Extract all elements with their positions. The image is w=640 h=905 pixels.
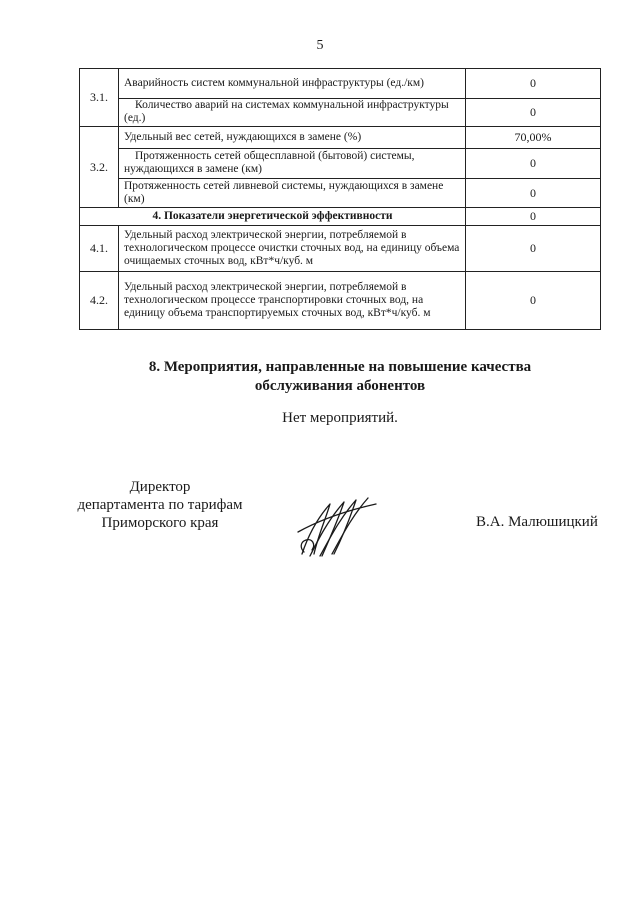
signer-title-line: Приморского края — [101, 515, 219, 531]
indicator-value: 0 — [466, 179, 601, 208]
indicator-description: Количество аварий на системах коммунальной инфраструктуры (ед.) — [119, 99, 466, 127]
indicator-description: Протяженность сетей ливневой системы, нуждающихся в замене (км) — [119, 179, 466, 208]
page-number: 5 — [316, 38, 324, 53]
indicator-value: 70,00% — [466, 127, 601, 149]
table-row — [80, 127, 601, 149]
signer-title-line: Директор — [129, 479, 191, 495]
row-number: 3.1. — [80, 69, 119, 127]
table-row — [80, 69, 601, 99]
signer-title-line: департамента по тарифам — [77, 497, 243, 513]
indicator-value: 0 — [466, 208, 601, 226]
row-number: 4.1. — [80, 226, 119, 272]
table-row — [80, 179, 601, 208]
indicators-table — [79, 68, 601, 330]
table-group-row — [80, 208, 601, 226]
row-number: 3.2. — [80, 127, 119, 208]
table-row — [80, 149, 601, 179]
indicator-value: 0 — [466, 69, 601, 99]
section-heading — [0, 358, 640, 396]
group-heading: 4. Показатели энергетической эффективности — [80, 208, 466, 226]
indicator-value: 0 — [466, 226, 601, 272]
indicator-description: Удельный расход электрической энергии, потребляемой в технологическом процессе транспортировки сточных вод, на единицу объема транспортируемых сточных вод, кВт*ч/куб. м — [119, 272, 466, 330]
indicator-value: 0 — [466, 272, 601, 330]
indicator-value: 0 — [466, 99, 601, 127]
signer-name: В.А. Малюшицкий — [476, 514, 598, 530]
indicator-description: Протяженность сетей общесплавной (бытовой) системы, нуждающихся в замене (км) — [119, 149, 466, 179]
table-row — [80, 272, 601, 330]
indicator-value: 0 — [466, 149, 601, 179]
table-row — [80, 226, 601, 272]
indicator-description: Аварийность систем коммунальной инфраструктуры (ед./км) — [119, 69, 466, 99]
indicator-description: Удельный расход электрической энергии, потребляемой в технологическом процессе очистки сточных вод, на единицу объема очищаемых сточных вод, кВт*ч/куб. м — [119, 226, 466, 272]
section-heading-line: 8. Мероприятия, направленные на повышение качества — [148, 359, 532, 375]
section-heading-line: обслуживания абонентов — [254, 378, 426, 394]
indicator-description: Удельный вес сетей, нуждающихся в замене (%) — [119, 127, 466, 149]
section-body: Нет мероприятий. — [282, 410, 398, 426]
signer-title — [60, 478, 260, 532]
handwritten-signature — [292, 492, 382, 562]
row-number: 4.2. — [80, 272, 119, 330]
table-row — [80, 99, 601, 127]
